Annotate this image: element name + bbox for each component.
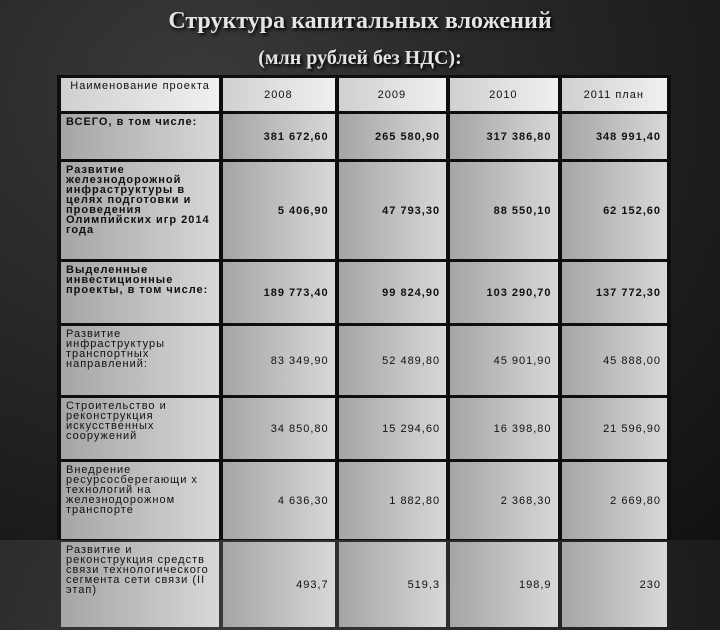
row-value-2010: 317 386,80 (450, 114, 557, 159)
row-value-2011-план: 45 888,00 (562, 326, 667, 395)
row-value-2008: 493,7 (223, 542, 335, 627)
row-value-2011-план: 21 596,90 (562, 398, 667, 459)
row-value-2009: 47 793,30 (339, 162, 446, 259)
table-row (61, 542, 667, 627)
row-project-name: Выделенные инвестиционные проекты, в том числе: (61, 262, 219, 323)
row-value-2010: 16 398,80 (450, 398, 557, 459)
header-2010: 2010 (450, 78, 557, 111)
row-value-2009: 1 882,80 (339, 462, 446, 539)
table-row (61, 162, 667, 259)
row-value-2008: 5 406,90 (223, 162, 335, 259)
row-value-2011-план: 230 (562, 542, 667, 627)
row-value-2011-план: 2 669,80 (562, 462, 667, 539)
row-value-2009: 519,3 (339, 542, 446, 627)
table-row (61, 462, 667, 539)
row-value-2011-план: 137 772,30 (562, 262, 667, 323)
row-value-2008: 34 850,80 (223, 398, 335, 459)
row-value-2010: 88 550,10 (450, 162, 557, 259)
row-value-2008: 4 636,30 (223, 462, 335, 539)
row-project-name: Строительство и реконструкция искусственных сооружений (61, 398, 219, 459)
slide-subtitle: (млн рублей без НДС): (258, 47, 462, 69)
table-row (61, 398, 667, 459)
header-project-name: Наименование проекта (61, 78, 219, 111)
row-value-2010: 103 290,70 (450, 262, 557, 323)
row-value-2009: 265 580,90 (339, 114, 446, 159)
row-value-2008: 381 672,60 (223, 114, 335, 159)
row-value-2009: 99 824,90 (339, 262, 446, 323)
row-value-2010: 198,9 (450, 542, 557, 627)
row-value-2010: 45 901,90 (450, 326, 557, 395)
row-project-name: Внедрение ресурсосберегающи х технологий на железнодорожном транспорте (61, 462, 219, 539)
header-2009: 2009 (339, 78, 446, 111)
table-row (61, 262, 667, 323)
table-header-row (61, 78, 667, 111)
table-row (61, 326, 667, 395)
row-project-name: ВСЕГО, в том числе: (61, 114, 219, 159)
row-value-2008: 189 773,40 (223, 262, 335, 323)
row-value-2008: 83 349,90 (223, 326, 335, 395)
row-value-2011-план: 348 991,40 (562, 114, 667, 159)
row-project-name: Развитие инфраструктуры транспортных направлений: (61, 326, 219, 395)
header-2011-plan: 2011 план (562, 78, 667, 111)
header-2008: 2008 (223, 78, 335, 111)
table-row (61, 114, 667, 159)
row-value-2010: 2 368,30 (450, 462, 557, 539)
row-value-2011-план: 62 152,60 (562, 162, 667, 259)
slide-title: Структура капитальных вложений (168, 8, 552, 34)
capital-investment-table (57, 75, 671, 596)
row-project-name: Развитие и реконструкция средств связи технологического сегмента сети связи (II этап) (61, 542, 219, 627)
row-value-2009: 15 294,60 (339, 398, 446, 459)
row-project-name: Развитие железнодорожной инфраструктуры в целях подготовки и проведения Олимпийских игр 2014 года (61, 162, 219, 259)
row-value-2009: 52 489,80 (339, 326, 446, 395)
